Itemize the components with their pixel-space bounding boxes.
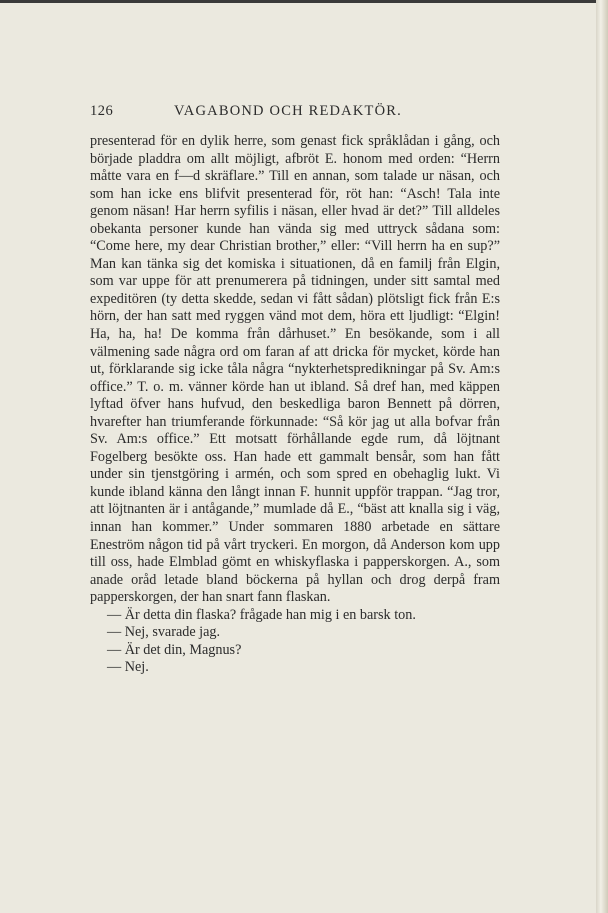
dialogue-line: — Nej, svarade jag. — [107, 624, 221, 641]
running-title: VAGABOND OCH REDAKTÖR. — [174, 103, 402, 119]
dialogue-line: — Är det din, Magnus? — [107, 641, 242, 658]
dialogue-line: — Är detta din flaska? frågade han mig i en barsk ton. — [107, 606, 416, 623]
page-body — [90, 133, 500, 677]
page-edge — [596, 0, 608, 913]
page-number: 126 — [90, 103, 114, 119]
running-header — [90, 103, 500, 123]
dialogue-line: — Nej. — [107, 659, 149, 676]
main-paragraph: presenterad för en dylik herre, som genast fick språklådan i gång, och började pladdra om allt möjligt, afbröt E. honom med orden: “Herrn måtte vara en f—d skräflare.” Till en annan, som talade ur näsan, och som han icke ens blifvit presenterad för, röt han: “Asch! Tala inte genom näsan! Har herrn syfilis i näsan, eller hvad är det?” Till alldeles obekanta personer kunde han vända sig med uttryck sådana som: “Come here, my dear Christian brother,” eller: “Vill herrn ha en sup?” Man kan tänka sig det komiska i situationen, då en familj från Elgin, som var uppe för att prenumerera på tidningen, under sitt samtal med expeditören (ty detta skedde, sedan vi fått sådan) plötsligt fick från E:s hörn, der han satt med ryggen vänd mot dem, höra ett ljudligt: “Elgin! Ha, ha, ha! De komma från dårhuset.” En besökande, som i all välmening sade några ord om faran af att dricka för mycket, körde han ut, förklarande sig icke tåla några “nykterhetspredikningar på Sv. Am:s office.” T. o. m. vänner körde han ut ibland. Så dref han, med käppen lyftad öfver hans hufvud, den beskedliga baron Bennett på dörren, hvarefter han triumferande förkunnade: “Så kör jag ut alla bofvar från Sv. Am:s office.” Ett motsatt förhållande egde rum, då löjtnant Fogelberg besökte oss. Han hade ett gammalt bensår, som han fått under sin tjenstgöring i armén, och som spred en obehaglig lukt. Vi kunde ibland känna den långt innan F. hunnit uppför trappan. “Jag tror, att löjtnanten är i antågande,” mumlade då E., “bäst att knalla sig i väg, innan han kommer.” Under sommaren 1880 arbetade en sättare Eneström någon tid på vårt tryckeri. En morgon, då Anderson kom upp till oss, hade Elmblad gömt en whiskyflaska i papperskorgen. A., som anade oråd letade bland böckerna på hyllan och drog derpå fram papperskorgen, der han snart fann flaskan. — [90, 133, 500, 606]
